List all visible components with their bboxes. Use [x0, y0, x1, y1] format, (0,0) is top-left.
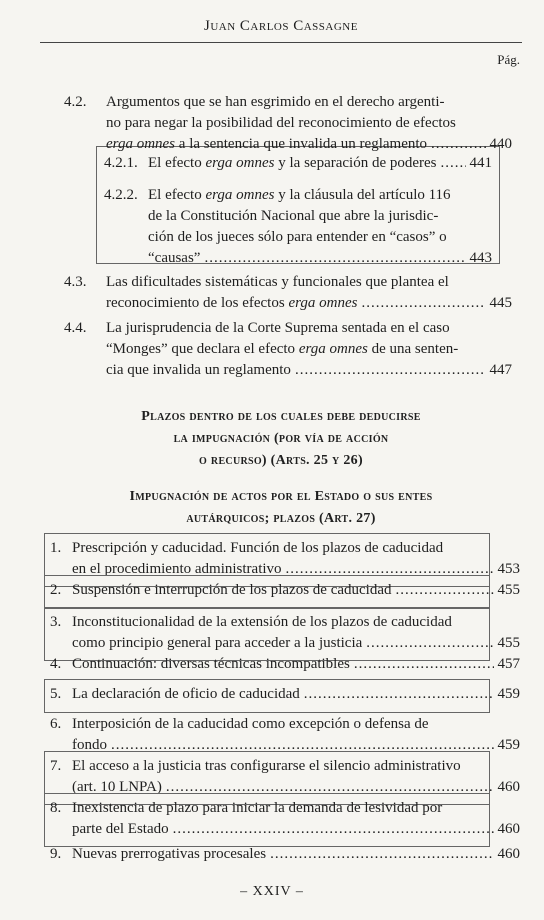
toc-entry-8 [50, 798, 520, 840]
toc-entry-4-4 [64, 318, 512, 381]
toc-entry-2 [50, 580, 520, 601]
entry-line: Argumentos que se han esgrimido en el derecho argenti- [106, 94, 445, 110]
toc-entry-4-2-2 [104, 185, 492, 269]
entry-line: Suspensión e interrupción de los plazos de caducidad [72, 582, 392, 598]
page-number: 453 [497, 561, 520, 577]
entry-line: Nuevas prerrogativas procesales [72, 846, 267, 862]
entry-number: 9. [50, 846, 62, 862]
entry-line: La declaración de oficio de caducidad [72, 686, 300, 702]
toc-entry-1 [50, 538, 520, 580]
entry-number: 3. [50, 614, 62, 630]
entry-line: Inexistencia de plazo para iniciar la demanda de lesividad por [72, 800, 443, 816]
entry-number: 4.2. [64, 94, 87, 110]
page-number: 440 [489, 136, 512, 152]
entry-line: de la Constitución Nacional que abre la jurisdic- [148, 208, 439, 224]
entry-line: parte del Estado [72, 821, 169, 837]
leader-dots [354, 654, 494, 675]
entry-line: Prescripción y caducidad. Función de los plazos de caducidad [72, 540, 444, 556]
section-heading-plazos: Plazos dentro de los cuales debe deducirse la impugnación (por vía de acción o recurso) (Arts. 25 y 26) [141, 409, 421, 468]
page-footer: – XXIV – [240, 884, 304, 899]
page-number: 459 [497, 686, 520, 702]
page-number: 460 [497, 779, 520, 795]
leader-dots [361, 293, 485, 314]
page-number: 455 [497, 582, 520, 598]
entry-line: Las dificultades sistemáticas y funcionales que plantea el [106, 274, 449, 290]
toc-entry-3 [50, 612, 520, 654]
leader-dots [204, 248, 465, 269]
entry-line: “Monges” que declara el efecto erga omnes de una senten- [106, 341, 459, 357]
entry-number: 5. [50, 686, 62, 702]
leader-dots [441, 153, 466, 174]
entry-line: fondo [72, 737, 107, 753]
toc-entry-6 [50, 714, 520, 756]
entry-line: como principio general para acceder a la justicia [72, 635, 363, 651]
entry-number: 4.4. [64, 320, 87, 336]
leader-dots [270, 844, 493, 865]
section-heading-impugnacion: Impugnación de actos por el Estado o sus entes autárquicos; plazos (Art. 27) [129, 489, 433, 526]
entry-line: (art. 10 LNPA) [72, 779, 162, 795]
running-header: Juan Carlos Cassagne [204, 18, 358, 34]
entry-number: 7. [50, 758, 62, 774]
toc-entry-4-3 [64, 272, 512, 314]
page-column-label: Pág. [497, 52, 520, 67]
entry-line: Inconstitucionalidad de la extensión de los plazos de caducidad [72, 614, 452, 630]
toc-entry-4-2 [64, 92, 512, 155]
toc-entry-5 [50, 684, 520, 705]
entry-line: reconocimiento de los efectos erga omnes [106, 295, 358, 311]
entry-line: Continuación: diversas técnicas incompatibles [72, 656, 350, 672]
entry-line: El efecto erga omnes y la cláusula del artículo 116 [148, 187, 451, 203]
header-rule [40, 42, 522, 43]
toc-entry-9 [50, 844, 520, 865]
leader-dots [173, 819, 494, 840]
entry-line: ción de los jueces sólo para entender en “casos” o [148, 229, 447, 245]
page-number: 455 [497, 635, 520, 651]
entry-number: 2. [50, 582, 62, 598]
leader-dots [366, 633, 493, 654]
entry-line: en el procedimiento administrativo [72, 561, 282, 577]
page-number: 457 [497, 656, 520, 672]
entry-number: 8. [50, 800, 62, 816]
leader-dots [396, 580, 494, 601]
entry-line: “causas” [148, 250, 201, 266]
entry-line: El acceso a la justicia tras configurarse el silencio administrativo [72, 758, 461, 774]
leader-dots [304, 684, 494, 705]
entry-line: Interposición de la caducidad como excepción o defensa de [72, 716, 429, 732]
leader-dots [431, 134, 485, 155]
toc-entry-4-2-1 [104, 153, 492, 174]
toc-entry-4 [50, 654, 520, 675]
page-number: 445 [489, 295, 512, 311]
entry-number: 4.2.2. [104, 187, 138, 203]
entry-line: El efecto erga omnes y la separación de poderes [148, 155, 437, 171]
entry-number: 1. [50, 540, 62, 556]
leader-dots [295, 360, 486, 381]
page-number: 443 [469, 250, 492, 266]
entry-number: 4.2.1. [104, 155, 138, 171]
entry-line: no para negar la posibilidad del reconocimiento de efectos [106, 115, 456, 131]
entry-number: 4. [50, 656, 62, 672]
page-number: 447 [489, 362, 512, 378]
page-number: 460 [497, 846, 520, 862]
entry-line: erga omnes a la sentencia que invalida un reglamento [106, 136, 428, 152]
toc-entry-7 [50, 756, 520, 798]
entry-number: 6. [50, 716, 62, 732]
entry-line: La jurisprudencia de la Corte Suprema sentada en el caso [106, 320, 450, 336]
entry-number: 4.3. [64, 274, 87, 290]
page-number: 459 [497, 737, 520, 753]
entry-line: cia que invalida un reglamento [106, 362, 291, 378]
page-number: 441 [469, 155, 492, 171]
page-number: 460 [497, 821, 520, 837]
